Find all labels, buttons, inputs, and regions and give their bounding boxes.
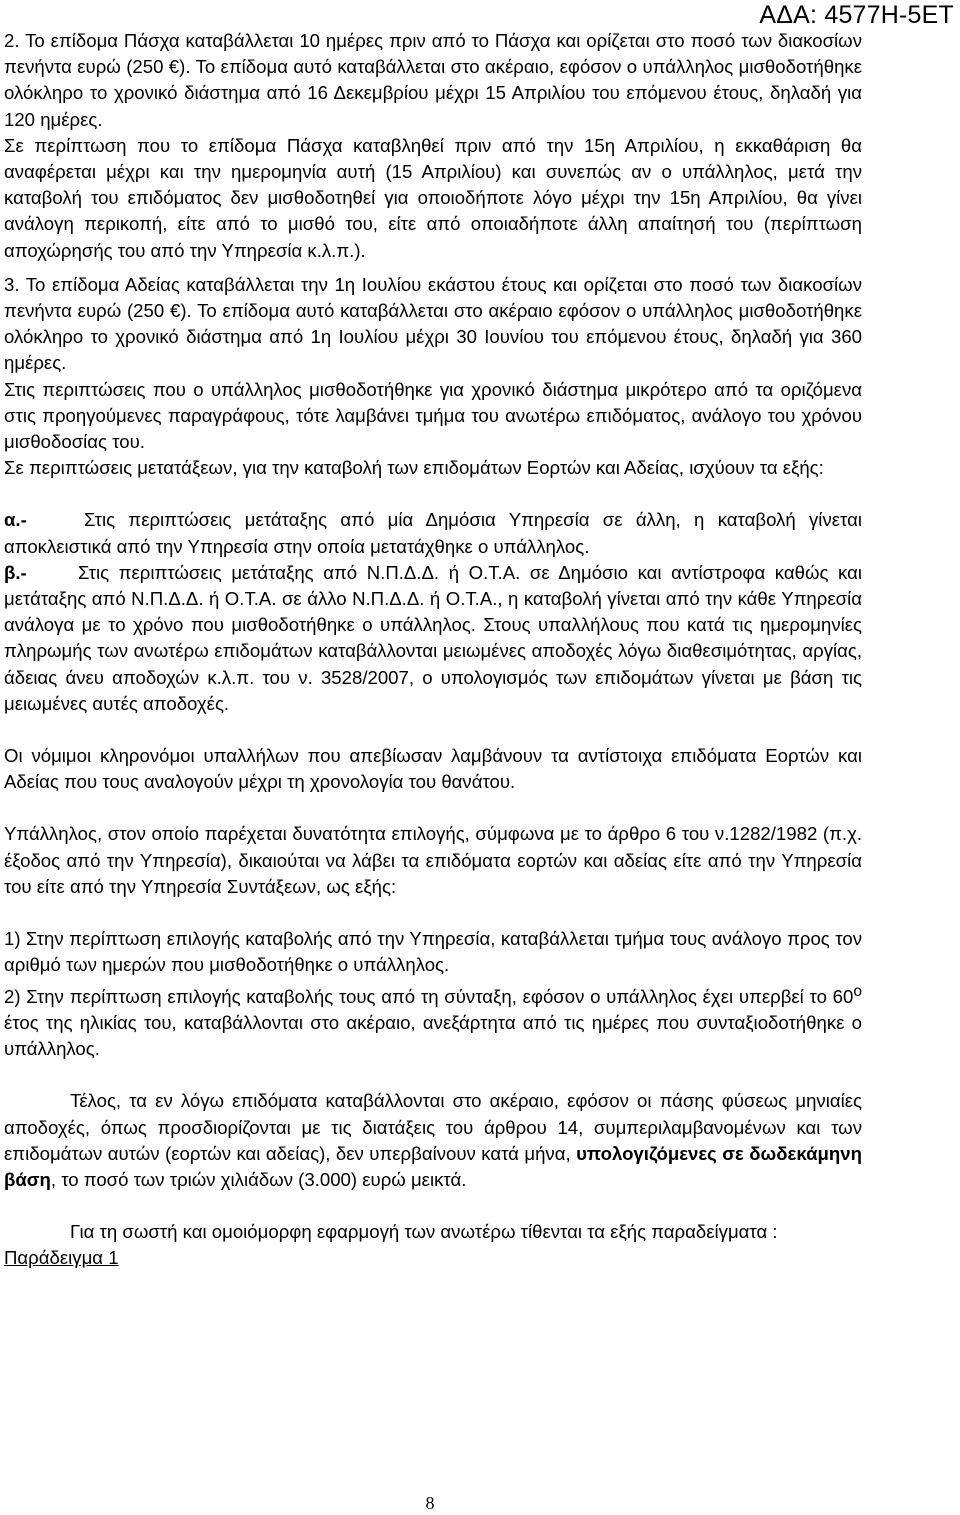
option-2-text-end: έτος της ηλικίας του, καταβάλλονται στο ακέραιο, ανεξάρτητα από τις ημέρες που συνταξιοδοτήθηκε ο υπάλληλος. bbox=[4, 1011, 862, 1060]
option-2-text-start: 2) Στην περίπτωση επιλογής καταβολής τους από τη σύνταξη, εφόσον ο υπάλληλος έχει υπερβεί το 60 bbox=[4, 985, 854, 1007]
paragraph-income-limit bbox=[4, 1088, 862, 1193]
ordinal-superscript: ο bbox=[853, 982, 862, 1000]
list-item-alpha bbox=[4, 507, 862, 559]
income-limit-text-end: , το ποσό των τριών χιλιάδων (3.000) ευρώ μεικτά. bbox=[50, 1168, 467, 1190]
example-heading-text: Παράδειγμα 1 bbox=[4, 1247, 119, 1269]
paragraph-option-1: 1) Στην περίπτωση επιλογής καταβολής από την Υπηρεσία, καταβάλλεται τμήμα τους ανάλογο προς τον αριθμό των ημερών που μισθοδοτήθηκε ο υπάλληλος. bbox=[4, 928, 862, 976]
income-limit-text-start: Τέλος, τα εν λόγω επιδόματα καταβάλλονται στο ακέραιο, εφόσον οι πάσης φύσεως μηνιαίες αποδοχές, όπως προσδιορίζονται με τις διατάξεις του άρθρου 14, συμπεριλαμβανομένων και των επιδομάτων αυτών (εορτών και αδείας), δεν υπερβαίνουν κατά μήνα, bbox=[4, 1090, 862, 1164]
paragraph-partial-payment: Στις περιπτώσεις που ο υπάλληλος μισθοδοτήθηκε για χρονικό διάστημα μικρότερο από τα οριζόμενα στις προηγούμενες παραγράφους, τότε λαμβάνει τμήμα του ανωτέρω επιδόματος, ανάλογο του χρόνου μισθοδοσίας του. bbox=[4, 378, 862, 453]
page-number: 8 bbox=[425, 1493, 435, 1513]
paragraph-option: Υπάλληλος, στον οποίο παρέχεται δυνατότητα επιλογής, σύμφωνα με το άρθρο 6 του ν.1282/1982 (π.χ. έξοδος από την Υπηρεσία), δικαιούται να λάβει τα επιδόματα εορτών και αδείας είτε από την Υπηρεσία του είτε από την Υπηρεσία Συντάξεων, ως εξής: bbox=[4, 823, 862, 897]
paragraph-leave-bonus: 3. Το επίδομα Αδείας καταβάλλεται την 1η Ιουλίου εκάστου έτους και ορίζεται στο ποσό των διακοσίων πενήντα ευρώ (250 €). Το επίδομα αυτό καταβάλλεται στο ακέραιο εφόσον ο υπάλληλος μισθοδοτήθηκε ολόκληρο το χρονικό διάστημα από 1η Ιουλίου μέχρι 30 Ιουνίου του επόμενου έτους, δηλαδή για 360 ημέρες. bbox=[4, 273, 862, 374]
income-limit-bold: υπολογιζόμενες σε δωδεκάμηνη βάση bbox=[4, 1142, 862, 1190]
paragraph-heirs: Οι νόμιμοι κληρονόμοι υπαλλήλων που απεβίωσαν λαμβάνουν τα αντίστοιχα επιδόματα Εορτών και Αδείας που τους αναλογούν μέχρι τη χρονολογία του θανάτου. bbox=[4, 745, 862, 793]
list-marker-alpha: α.- bbox=[4, 509, 27, 531]
paragraph-option-2 bbox=[4, 979, 862, 1063]
example-heading bbox=[4, 1245, 862, 1271]
ada-code: ΑΔΑ: 4577Η-5ΕΤ bbox=[759, 1, 954, 29]
paragraph-transfers-intro: Σε περιπτώσεις μετατάξεων, για την καταβολή των επιδομάτων Εορτών και Αδείας, ισχύουν τα εξής: bbox=[4, 457, 824, 479]
list-marker-beta: β.- bbox=[4, 561, 27, 583]
paragraph-easter-settlement: Σε περίπτωση που το επίδομα Πάσχα καταβληθεί πριν από την 15η Απριλίου, η εκκαθάριση θα αναφέρεται μέχρι και την ημερομηνία αυτή (15 Απριλίου) και συνεπώς αν ο υπάλληλος, μετά την καταβολή του επιδόματος δεν μισθοδοτηθεί για οποιοδήποτε λόγο μέχρι την 15η Απριλίου, θα γίνει ανάλογη περικοπή, είτε από το μισθό του, είτε από οποιαδήποτε άλλη απαίτησή του (περίπτωση αποχώρησής του από την Υπηρεσία κ.λ.π.). bbox=[4, 134, 862, 261]
document-body bbox=[4, 28, 862, 1272]
paragraph-easter-bonus: 2. Το επίδομα Πάσχα καταβάλλεται 10 ημέρες πριν από το Πάσχα και ορίζεται στο ποσό των διακοσίων πενήντα ευρώ (250 €). Το επίδομα αυτό καταβάλλεται στο ακέραιο, εφόσον ο υπάλληλος μισθοδοτήθηκε ολόκληρο το χρονικό διάστημα από 16 Δεκεμβρίου μέχρι 15 Απριλίου του επόμενου έτους, δηλαδή για 120 ημέρες. bbox=[4, 30, 862, 130]
list-item-beta bbox=[4, 560, 862, 717]
list-text-alpha: Στις περιπτώσεις μετάταξης από μία Δημόσια Υπηρεσία σε άλλη, η καταβολή γίνεται αποκλειστικά από την Υπηρεσία στην οποία μετατάχθηκε ο υπάλληλος. bbox=[4, 509, 862, 557]
paragraph-examples-intro: Για τη σωστή και ομοιόμορφη εφαρμογή των ανωτέρω τίθενται τα εξής παραδείγματα : bbox=[70, 1221, 778, 1243]
list-text-beta: Στις περιπτώσεις μετάταξης από Ν.Π.Δ.Δ. ή Ο.Τ.Α. σε Δημόσιο και αντίστροφα καθώς και μετάταξης από Ν.Π.Δ.Δ. ή Ο.Τ.Α. σε άλλο Ν.Π.Δ.Δ. ή Ο.Τ.Α., η καταβολή γίνεται από την κάθε Υπηρεσία ανάλογα με το χρόνο που μισθοδοτήθηκε ο υπάλληλος. Στους υπαλλήλους που κατά τις ημερομηνίες πληρωμής των ανωτέρω επιδομάτων καταβάλλονται μειωμένες αποδοχές λόγω διαθεσιμότητας, αργίας, άδειας άνευ αποδοχών κ.λ.π. του ν. 3528/2007, ο υπολογισμός των επιδομάτων γίνεται με βάση τις μειωμένες αυτές αποδοχές. bbox=[4, 561, 862, 714]
